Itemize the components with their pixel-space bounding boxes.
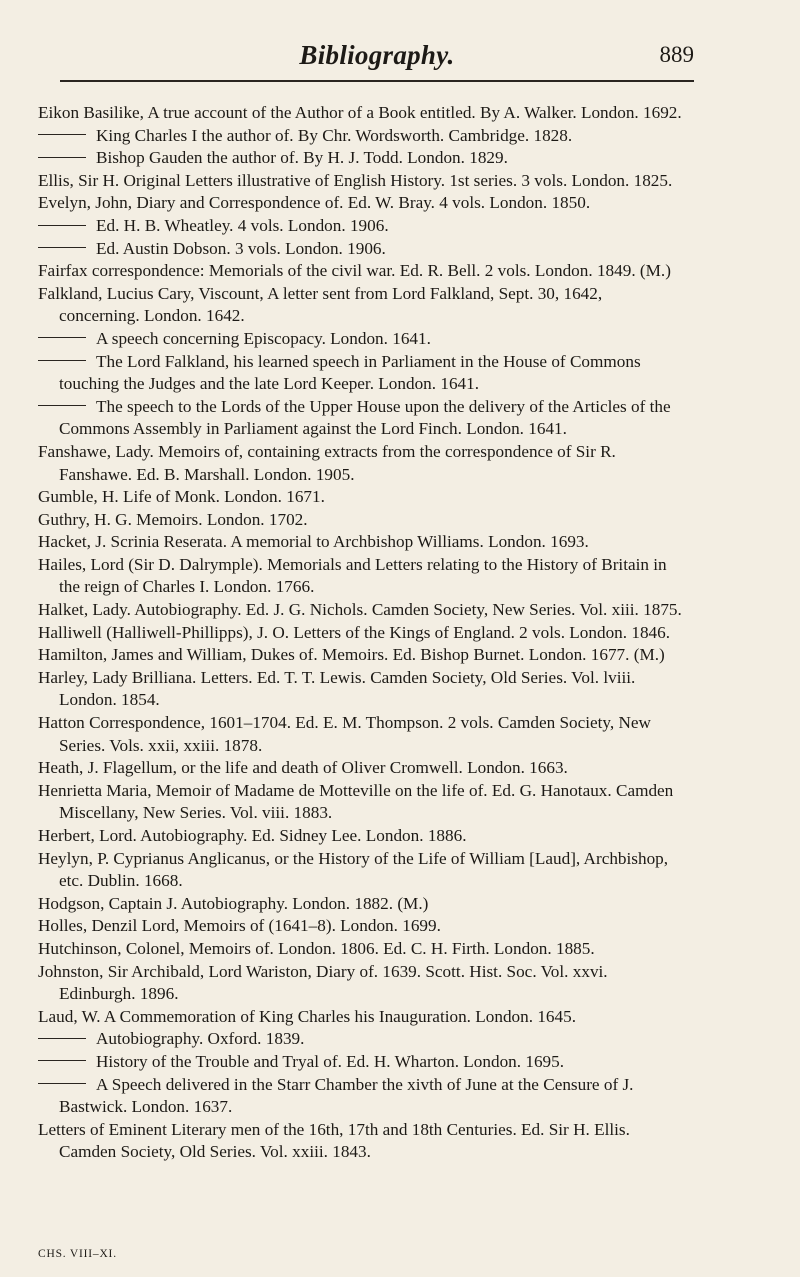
entry-text: The Lord Falkland, his learned speech in Parliament in the House of Commons touching the Judges and the late Lord Keeper. London. 1641. <box>59 351 641 394</box>
entry-text: Johnston, Sir Archibald, Lord Wariston, Diary of. 1639. Scott. Hist. Soc. Vol. xxvi. Edinburgh. 1896. <box>38 961 608 1004</box>
entry-text: Hodgson, Captain J. Autobiography. London. 1882. (M.) <box>38 893 429 913</box>
ditto-dash <box>38 157 86 158</box>
bibliography-entry <box>38 848 686 893</box>
ditto-dash <box>38 247 86 248</box>
bibliography-entry <box>38 147 686 170</box>
entry-text: Hailes, Lord (Sir D. Dalrymple). Memorials and Letters relating to the History of Britain in the reign of Charles I. London. 1766. <box>38 554 667 597</box>
page-header <box>60 34 694 84</box>
ditto-dash <box>38 360 86 361</box>
entry-text: Henrietta Maria, Memoir of Madame de Motteville on the life of. Ed. G. Hanotaux. Camden Miscellany, New Series. Vol. viii. 1883. <box>38 780 674 823</box>
bibliography-entry <box>38 509 686 532</box>
entry-text: Fairfax correspondence: Memorials of the civil war. Ed. R. Bell. 2 vols. London. 1849. (M.) <box>38 261 671 281</box>
entry-text: Hutchinson, Colonel, Memoirs of. London. 1806. Ed. C. H. Firth. London. 1885. <box>38 938 595 958</box>
bibliography-entry <box>38 396 686 441</box>
bibliography-entry <box>38 893 686 916</box>
bibliography-entry <box>38 1028 686 1051</box>
bibliography-entry <box>38 486 686 509</box>
bibliography-entry <box>38 915 686 938</box>
entry-text: Harley, Lady Brilliana. Letters. Ed. T. T. Lewis. Camden Society, Old Series. Vol. lviii. London. 1854. <box>38 667 636 710</box>
entry-text: Hamilton, James and William, Dukes of. Memoirs. Ed. Bishop Burnet. London. 1677. (M.) <box>38 645 665 665</box>
entry-text: Ellis, Sir H. Original Letters illustrative of English History. 1st series. 3 vols. London. 1825. <box>38 170 673 190</box>
ditto-dash <box>38 405 86 406</box>
entry-text: A Speech delivered in the Starr Chamber the xivth of June at the Censure of J. Bastwick. London. 1637. <box>59 1074 634 1117</box>
entry-text: Heylyn, P. Cyprianus Anglicanus, or the History of the Life of William [Laud], Archbishop, etc. Dublin. 1668. <box>38 848 669 891</box>
entry-text: Gumble, H. Life of Monk. London. 1671. <box>38 487 325 507</box>
bibliography-entry <box>38 102 686 125</box>
entry-text: Letters of Eminent Literary men of the 16th, 17th and 18th Centuries. Ed. Sir H. Ellis. Camden Society, Old Series. Vol. xxiii. 1843. <box>38 1119 630 1162</box>
bibliography-entry <box>38 238 686 261</box>
entry-text: King Charles I the author of. By Chr. Wordsworth. Cambridge. 1828. <box>96 125 573 145</box>
entry-text: Evelyn, John, Diary and Correspondence of. Ed. W. Bray. 4 vols. London. 1850. <box>38 193 591 213</box>
entry-text: Halket, Lady. Autobiography. Ed. J. G. Nichols. Camden Society, New Series. Vol. xiii. 1875. <box>38 600 682 620</box>
entry-text: Ed. Austin Dobson. 3 vols. London. 1906. <box>96 238 386 258</box>
bibliography-entry <box>38 351 686 396</box>
entry-text: Hatton Correspondence, 1601–1704. Ed. E. M. Thompson. 2 vols. Camden Society, New Series. Vols. xxii, xxiii. 1878. <box>38 713 651 755</box>
bibliography-entry <box>38 260 686 283</box>
entry-text: Fanshawe, Lady. Memoirs of, containing extracts from the correspondence of Sir R. Fanshawe. Ed. B. Marshall. London. 1905. <box>38 441 616 484</box>
entry-text: Eikon Basilike, A true account of the Author of a Book entitled. By A. Walker. London. 1692. <box>38 103 682 122</box>
bibliography-entry <box>38 712 686 757</box>
bibliography-entry <box>38 1051 686 1074</box>
bibliography-entry <box>38 1006 686 1029</box>
ditto-dash <box>38 225 86 226</box>
ditto-dash <box>38 337 86 338</box>
page-number: 889 <box>659 42 694 67</box>
bibliography-entry <box>38 283 686 328</box>
entry-text: Hacket, J. Scrinia Reserata. A memorial to Archbishop Williams. London. 1693. <box>38 532 589 552</box>
bibliography-entry <box>38 961 686 1006</box>
bibliography-entry <box>38 1119 686 1164</box>
entry-text: Holles, Denzil Lord, Memoirs of (1641–8). London. 1699. <box>38 916 441 936</box>
entry-text: History of the Trouble and Tryal of. Ed. H. Wharton. London. 1695. <box>96 1051 565 1071</box>
bibliography-entry <box>38 125 686 148</box>
entry-text: Laud, W. A Commemoration of King Charles his Inauguration. London. 1645. <box>38 1006 577 1026</box>
ditto-dash <box>38 1083 86 1084</box>
entry-text: Herbert, Lord. Autobiography. Ed. Sidney Lee. London. 1886. <box>38 826 467 845</box>
entry-text: Halliwell (Halliwell-Phillipps), J. O. Letters of the Kings of England. 2 vols. London. 1846. <box>38 622 671 642</box>
bibliography-entry <box>38 599 686 622</box>
bibliography-entry <box>38 780 686 825</box>
ditto-dash <box>38 1038 86 1039</box>
bibliography-entry <box>38 938 686 961</box>
bibliography-entry <box>38 825 686 848</box>
bibliography-entry <box>38 757 686 780</box>
running-head: Bibliography. <box>299 40 455 70</box>
bibliography-entry <box>38 170 686 193</box>
bibliography-entry <box>38 554 686 599</box>
bibliography-entry <box>38 192 686 215</box>
signature-mark: CHS. VIII–XI. <box>38 1248 117 1260</box>
entry-text: The speech to the Lords of the Upper House upon the delivery of the Articles of the Commons Assembly in Parliament against the Lord Finch. London. 1641. <box>59 396 671 439</box>
ditto-dash <box>38 1060 86 1061</box>
entry-text: Bishop Gauden the author of. By H. J. Todd. London. 1829. <box>96 148 508 168</box>
bibliography-entry <box>38 622 686 645</box>
bibliography-list <box>38 102 686 1164</box>
bibliography-entry <box>38 215 686 238</box>
bibliography-entry <box>38 328 686 351</box>
entry-text: Falkland, Lucius Cary, Viscount, A letter sent from Lord Falkland, Sept. 30, 1642, concerning. London. 1642. <box>38 283 603 326</box>
bibliography-entry <box>38 667 686 712</box>
bibliography-entry <box>38 441 686 486</box>
entry-text: Guthry, H. G. Memoirs. London. 1702. <box>38 509 308 529</box>
bibliography-entry <box>38 644 686 667</box>
bibliography-entry <box>38 531 686 554</box>
entry-text: Autobiography. Oxford. 1839. <box>96 1029 305 1049</box>
entry-text: Heath, J. Flagellum, or the life and death of Oliver Cromwell. London. 1663. <box>38 758 568 778</box>
entry-text: A speech concerning Episcopacy. London. 1641. <box>96 328 431 348</box>
entry-text: Ed. H. B. Wheatley. 4 vols. London. 1906. <box>96 215 389 235</box>
header-rule <box>60 80 694 82</box>
bibliography-entry <box>38 1074 686 1119</box>
ditto-dash <box>38 134 86 135</box>
